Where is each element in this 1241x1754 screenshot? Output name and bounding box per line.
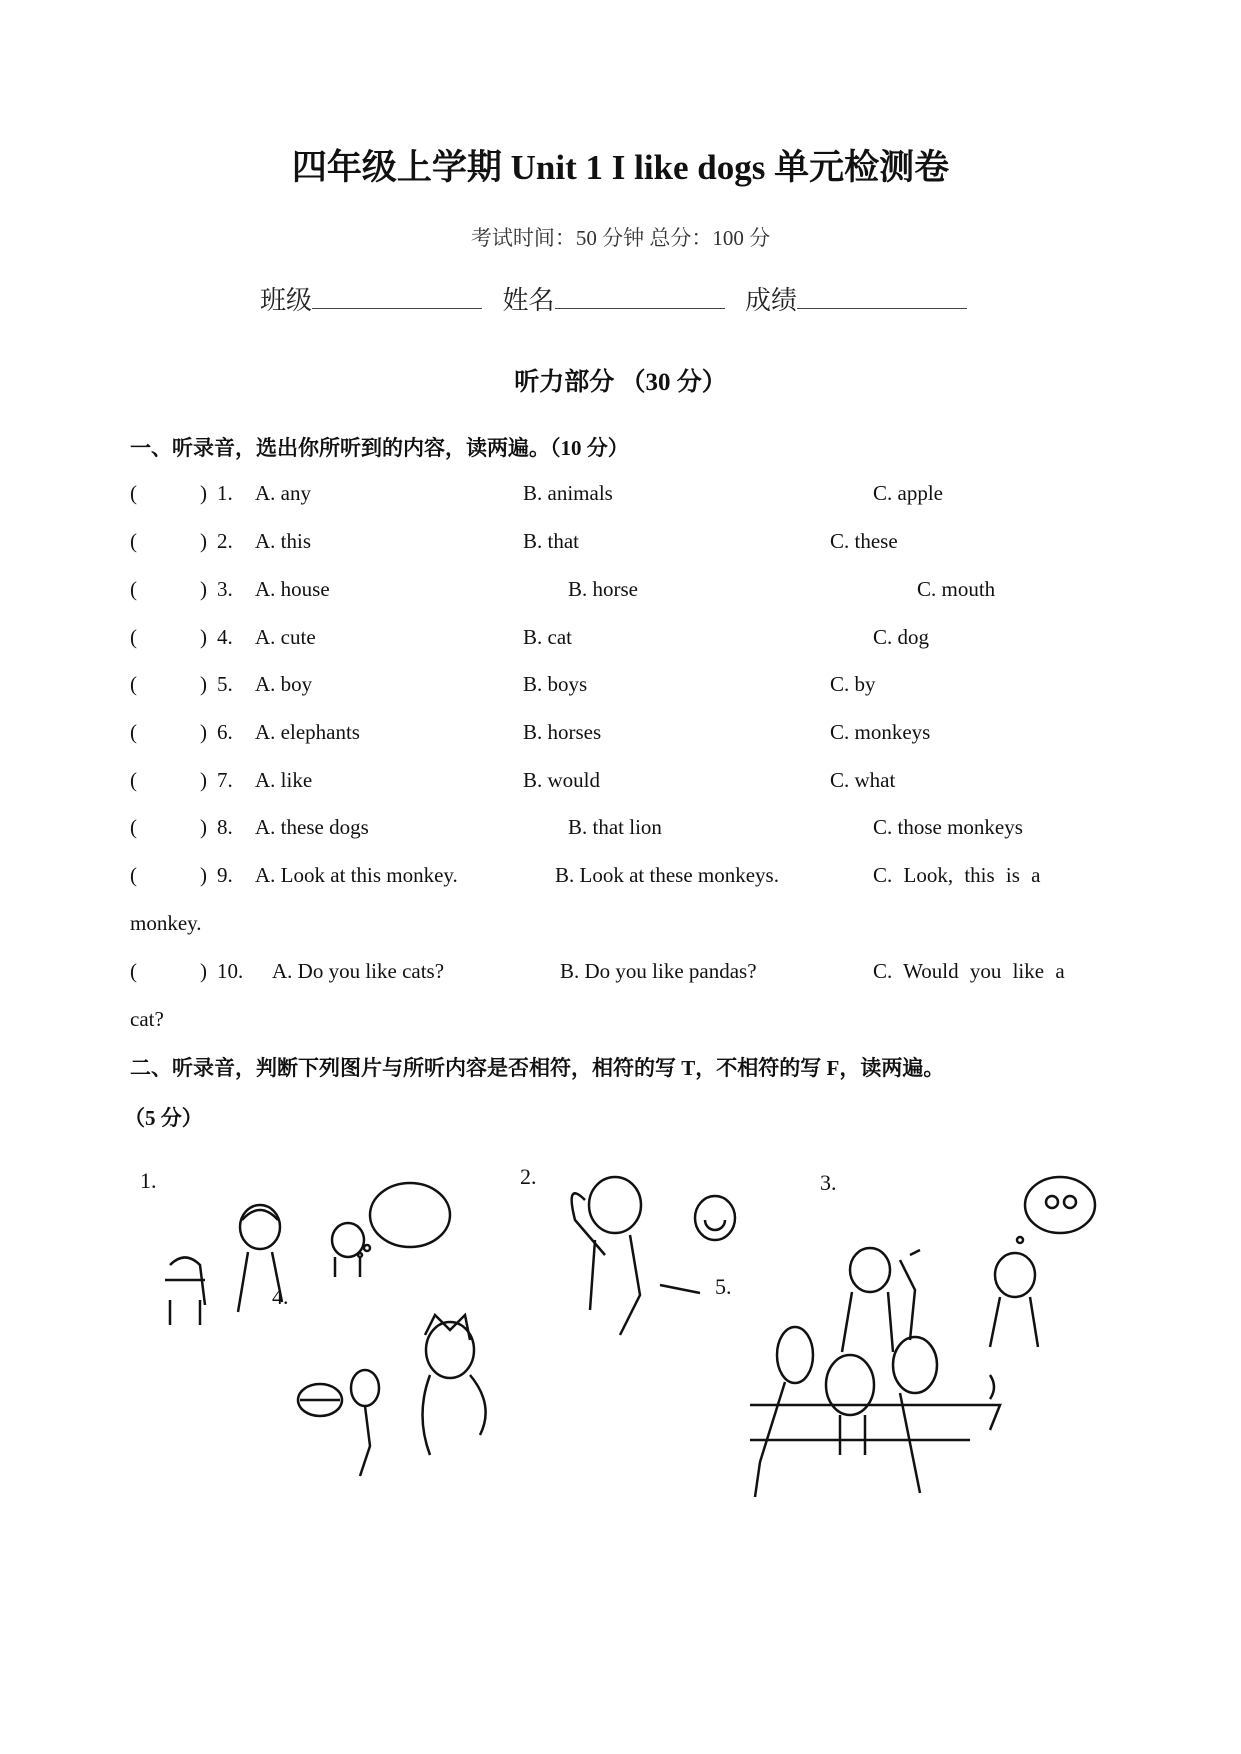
- option-b: B. that: [523, 529, 579, 553]
- question-number: 7.: [217, 768, 233, 792]
- option-c: C. Look, this is a: [873, 863, 1041, 887]
- score-field[interactable]: [797, 284, 967, 309]
- option-b: B. Look at these monkeys.: [555, 863, 779, 887]
- option-b: B. would: [523, 768, 601, 792]
- option-c: C. these: [830, 529, 898, 553]
- answer-paren-close: ): [200, 529, 207, 553]
- option-c: C. what: [830, 768, 896, 792]
- option-c: C. apple: [873, 481, 943, 505]
- option-a: A. any: [255, 481, 311, 505]
- answer-paren-close: ): [200, 577, 207, 601]
- name-field[interactable]: [555, 284, 725, 309]
- picture-5-people-dog-table: [750, 1327, 1000, 1497]
- option-c: C. those monkeys: [873, 815, 1023, 839]
- option-c: C. monkeys: [830, 720, 931, 744]
- answer-paren-open[interactable]: (: [130, 815, 137, 839]
- picture-illustrations: [130, 1160, 1120, 1500]
- option-a: A. elephants: [255, 720, 360, 744]
- section2-heading: 二、听录音，判断下列图片与所听内容是否相符，相符的写 T，不相符的写 F，读两遍。: [130, 1056, 945, 1080]
- option-a: A. this: [255, 529, 312, 553]
- question-number: 10.: [217, 959, 244, 983]
- option-a: A. boy: [255, 672, 313, 696]
- picture-label-1: 1.: [140, 1168, 157, 1193]
- section2-points: （5 分）: [124, 1106, 203, 1130]
- option-b: B. Do you like pandas?: [560, 959, 757, 983]
- option-b: B. cat: [523, 625, 572, 649]
- option-b: B. boys: [523, 672, 588, 696]
- answer-paren-open[interactable]: (: [130, 672, 137, 696]
- answer-paren-close: ): [200, 768, 207, 792]
- answer-paren-close: ): [200, 672, 207, 696]
- option-a: A. Do you like cats?: [272, 959, 445, 983]
- question-number: 8.: [217, 815, 233, 839]
- option-a: A. Look at this monkey.: [255, 863, 458, 887]
- answer-paren-open[interactable]: (: [130, 959, 137, 983]
- question-number: 4.: [217, 625, 233, 649]
- option-a: A. like: [255, 768, 313, 792]
- exam-info: 考试时间：50 分钟 总分：100 分: [470, 226, 771, 250]
- answer-paren-close: ): [200, 815, 207, 839]
- picture-label-5: 5.: [715, 1274, 732, 1299]
- question-number: 1.: [217, 481, 233, 505]
- answer-paren-open[interactable]: (: [130, 481, 137, 505]
- question-number: 6.: [217, 720, 233, 744]
- option-c: C. dog: [873, 625, 930, 649]
- answer-paren-open[interactable]: (: [130, 577, 137, 601]
- answer-paren-close: ): [200, 625, 207, 649]
- answer-paren-close: ): [200, 863, 207, 887]
- option-a: A. these dogs: [255, 815, 369, 839]
- option-a: A. house: [255, 577, 330, 601]
- answer-paren-open[interactable]: (: [130, 863, 137, 887]
- answer-paren-open[interactable]: (: [130, 768, 137, 792]
- picture-1-boy-dog-girl: [165, 1183, 450, 1325]
- answer-paren-close: ): [200, 959, 207, 983]
- answer-paren-open[interactable]: (: [130, 529, 137, 553]
- score-label: 成绩: [745, 286, 798, 315]
- answer-paren-close: ): [200, 481, 207, 505]
- option-c: C. Would you like a: [873, 959, 1065, 983]
- option-b: B. animals: [523, 481, 613, 505]
- picture-label-3: 3.: [820, 1170, 837, 1195]
- name-label: 姓名: [502, 286, 555, 315]
- question-number: 2.: [217, 529, 233, 553]
- picture-label-2: 2.: [520, 1164, 537, 1189]
- question-number: 5.: [217, 672, 233, 696]
- page-title: 四年级上学期 Unit 1 I like dogs 单元检测卷: [291, 148, 950, 187]
- picture-3-boys-dog-panda: [842, 1177, 1095, 1352]
- option-b: B. horse: [568, 577, 638, 601]
- answer-paren-open[interactable]: (: [130, 625, 137, 649]
- option-c-continued: monkey.: [130, 911, 202, 935]
- class-label: 班级: [259, 286, 312, 315]
- class-field[interactable]: [312, 284, 482, 309]
- answer-paren-close: ): [200, 720, 207, 744]
- picture-area: [130, 1160, 1120, 1500]
- picture-2-boy-monkey: [572, 1177, 735, 1335]
- option-c-continued: cat?: [130, 1007, 164, 1031]
- option-b: B. horses: [523, 720, 602, 744]
- picture-4-mouse-cake-cat: [298, 1315, 486, 1476]
- option-c: C. mouth: [917, 577, 996, 601]
- option-b: B. that lion: [568, 815, 662, 839]
- question-number: 3.: [217, 577, 233, 601]
- question-number: 9.: [217, 863, 233, 887]
- option-c: C. by: [830, 672, 876, 696]
- section1-heading: 一、听录音，选出你所听到的内容，读两遍。（10 分）: [130, 436, 629, 460]
- student-info-line: [0, 280, 1241, 317]
- answer-paren-open[interactable]: (: [130, 720, 137, 744]
- picture-label-4: 4.: [272, 1284, 289, 1309]
- option-a: A. cute: [255, 625, 316, 649]
- part-title: 听力部分 （30 分）: [514, 369, 727, 396]
